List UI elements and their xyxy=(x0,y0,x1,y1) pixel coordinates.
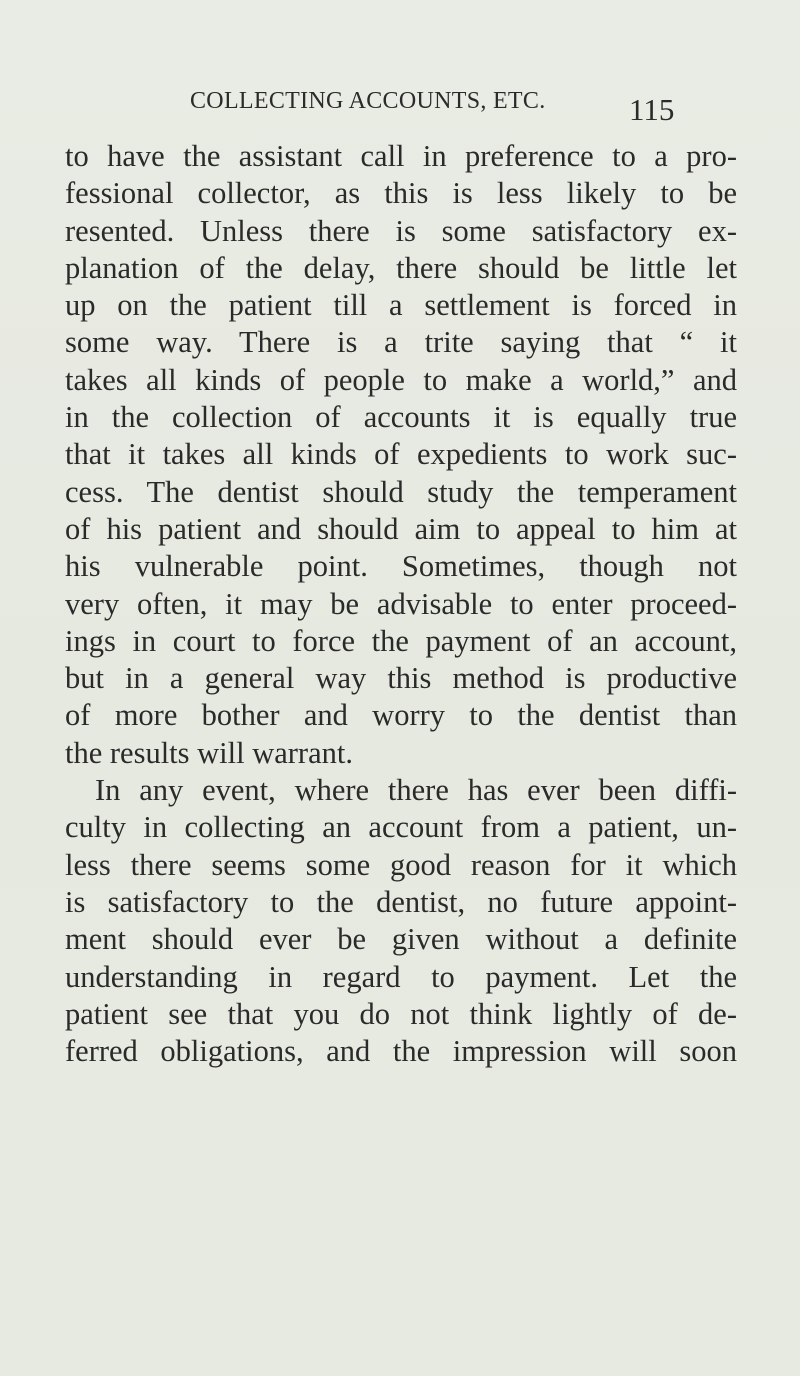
paragraph-2 xyxy=(65,772,737,1070)
text-line: up on the patient till a settlement is forced in xyxy=(65,288,737,323)
page-number: 115 xyxy=(629,92,675,127)
text-line: of more bother and worry to the dentist than xyxy=(65,698,737,733)
text-line: some way. There is a trite saying that “ it xyxy=(65,325,737,360)
text-line: planation of the delay, there should be little let xyxy=(65,250,737,285)
text-line: In any event, where there has ever been diffi- xyxy=(95,773,737,808)
text-line: fessional collector, as this is less likely to be xyxy=(65,176,737,211)
text-line: takes all kinds of people to make a world,” and xyxy=(65,362,737,397)
running-title: COLLECTING ACCOUNTS, ETC. xyxy=(190,88,546,114)
text-line: very often, it may be advisable to enter proceed- xyxy=(65,586,737,621)
body-text xyxy=(65,138,737,1070)
text-line: ings in court to force the payment of an account, xyxy=(65,623,737,658)
text-line: less there seems some good reason for it which xyxy=(65,847,737,882)
text-line: culty in collecting an account from a patient, un- xyxy=(65,810,737,845)
text-line: the results will warrant. xyxy=(65,735,353,770)
text-line: resented. Unless there is some satisfactory ex- xyxy=(65,213,737,248)
text-line: of his patient and should aim to appeal to him at xyxy=(65,511,737,546)
text-line: in the collection of accounts it is equally true xyxy=(65,400,737,435)
text-line: to have the assistant call in preference to a pro- xyxy=(65,139,737,173)
text-line: but in a general way this method is productive xyxy=(65,661,737,696)
text-line: understanding in regard to payment. Let the xyxy=(65,959,737,994)
text-line: ferred obligations, and the impression will soon xyxy=(65,1034,737,1069)
running-header xyxy=(0,88,800,128)
text-line: ment should ever be given without a definite xyxy=(65,922,737,957)
text-line: patient see that you do not think lightly of de- xyxy=(65,996,737,1031)
text-line: cess. The dentist should study the temperament xyxy=(65,474,737,509)
text-line: is satisfactory to the dentist, no future appoint- xyxy=(65,884,737,919)
paragraph-1 xyxy=(65,138,737,772)
text-line: his vulnerable point. Sometimes, though not xyxy=(65,549,737,584)
text-line: that it takes all kinds of expedients to work suc- xyxy=(65,437,737,472)
